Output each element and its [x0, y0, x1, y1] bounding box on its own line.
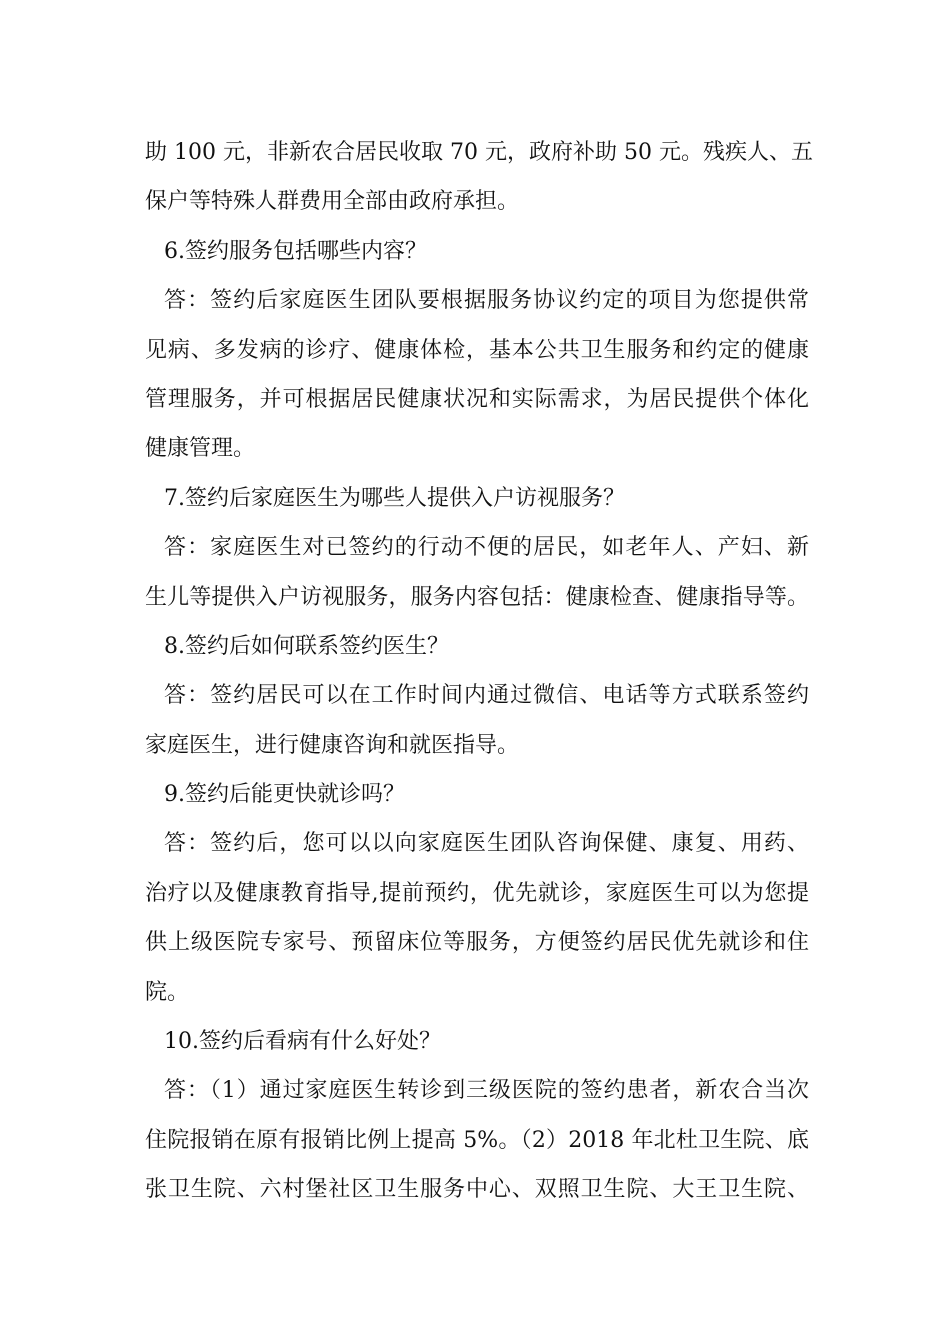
question-heading: 6.签约服务包括哪些内容？: [164, 238, 427, 264]
paragraph-line: 院。: [145, 979, 190, 1005]
paragraph-line: 治疗以及健康教育指导,提前预约，优先就诊，家庭医生可以为您提: [145, 880, 809, 906]
question-heading: 10.签约后看病有什么好处？: [164, 1029, 441, 1055]
answer-line: 答：（1）通过家庭医生转诊到三级医院的签约患者，新农合当次: [164, 1078, 809, 1104]
answer-line: 答：家庭医生对已签约的行动不便的居民，如老年人、产妇、新: [164, 535, 809, 561]
paragraph-line: 生儿等提供入户访视服务，服务内容包括：健康检查、健康指导等。: [145, 584, 809, 610]
paragraph-line: 见病、多发病的诊疗、健康体检，基本公共卫生服务和约定的健康: [145, 337, 809, 363]
paragraph-line: 住院报销在原有报销比例上提高 5%。（2）2018 年北杜卫生院、底: [145, 1127, 809, 1153]
answer-line: 答：签约后，您可以以向家庭医生团队咨询保健、康复、用药、: [164, 831, 809, 857]
question-heading: 9.签约后能更快就诊吗？: [164, 782, 405, 808]
question-heading: 7.签约后家庭医生为哪些人提供入户访视服务？: [164, 485, 625, 511]
paragraph-line: 健康管理。: [145, 436, 256, 462]
paragraph-line: 供上级医院专家号、预留床位等服务，方便签约居民优先就诊和住: [145, 930, 809, 956]
paragraph-line: 家庭医生，进行健康咨询和就医指导。: [145, 732, 520, 758]
paragraph-line: 张卫生院、六村堡社区卫生服务中心、双照卫生院、大王卫生院、: [145, 1177, 809, 1203]
question-heading: 8.签约后如何联系签约医生？: [164, 633, 449, 659]
paragraph-line: 保户等特殊人群费用全部由政府承担。: [145, 189, 520, 215]
answer-line: 答：签约居民可以在工作时间内通过微信、电话等方式联系签约: [164, 683, 809, 709]
document-body: [145, 128, 813, 1215]
paragraph-line: 助 100 元，非新农合居民收取 70 元，政府补助 50 元。残疾人、五: [145, 140, 813, 165]
answer-line: 答：签约后家庭医生团队要根据服务协议约定的项目为您提供常: [164, 288, 809, 314]
paragraph-line: 管理服务，并可根据居民健康状况和实际需求，为居民提供个体化: [145, 386, 809, 412]
